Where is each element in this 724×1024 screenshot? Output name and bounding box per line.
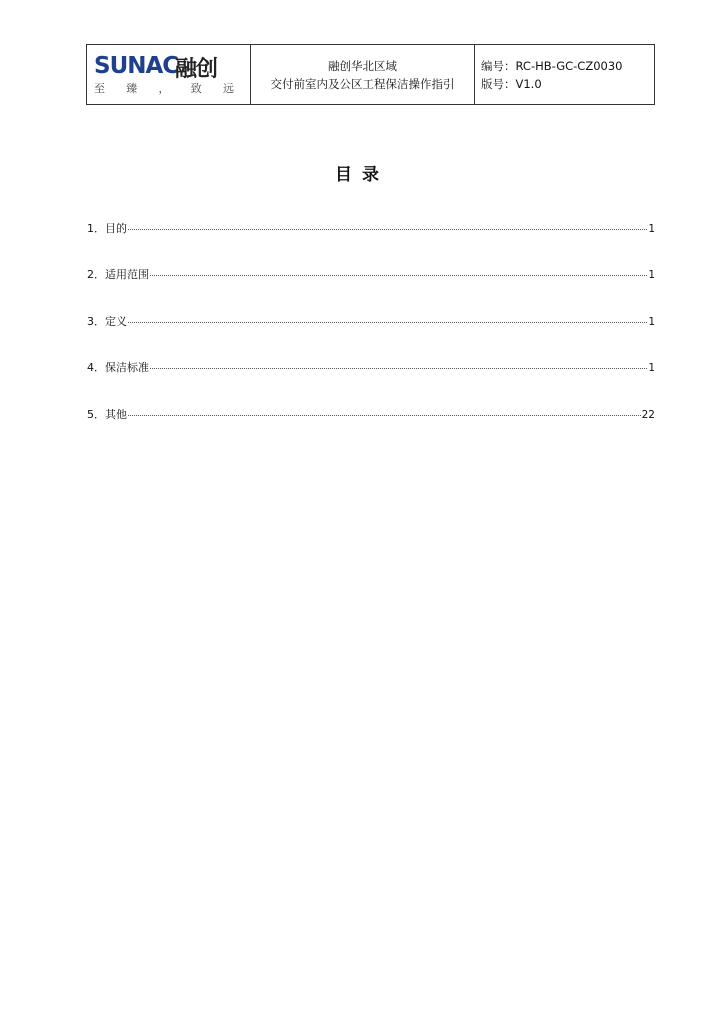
toc-item-label: 1．目的	[87, 222, 127, 235]
slogan-char: ，	[158, 82, 170, 95]
toc-item[interactable]	[87, 266, 655, 282]
toc-item[interactable]	[87, 313, 655, 329]
document-header	[86, 44, 655, 105]
toc-item[interactable]	[87, 359, 655, 375]
slogan-char: 致	[190, 82, 202, 95]
toc-item-page: 1	[648, 223, 655, 235]
slogan	[94, 80, 234, 96]
sunac-logo-cn: 融创	[175, 57, 218, 82]
org-name: 融创华北区域	[328, 58, 397, 73]
title-cell	[251, 45, 475, 104]
toc-item-page: 1	[648, 316, 655, 328]
toc-item[interactable]	[87, 406, 655, 422]
toc-item-page: 1	[648, 269, 655, 281]
toc-item-page: 22	[641, 409, 655, 421]
toc-item[interactable]	[87, 220, 655, 236]
toc-item-label: 4．保洁标准	[87, 361, 149, 374]
doc-code: 编号：RC-HB-GC-CZ0030	[481, 58, 623, 73]
toc-leader-dots	[150, 275, 647, 276]
toc-leader-dots	[128, 229, 647, 230]
toc-item-label: 2．适用范围	[87, 268, 149, 281]
toc-item-label: 5．其他	[87, 408, 127, 421]
logo-cell	[87, 45, 251, 104]
toc-leader-dots	[128, 322, 647, 323]
toc-title: 目录	[335, 165, 389, 185]
toc-item-page: 1	[648, 362, 655, 374]
slogan-char: 臻	[126, 82, 138, 95]
doc-title: 交付前室内及公区工程保洁操作指引	[270, 76, 455, 91]
slogan-char: 至	[94, 82, 105, 95]
sunac-logo: SUNAC	[94, 53, 179, 79]
toc-leader-dots	[150, 368, 647, 369]
doc-version: 版号：V1.0	[481, 76, 542, 91]
code-cell	[475, 45, 654, 104]
toc-leader-dots	[128, 415, 641, 416]
slogan-char: 远	[223, 82, 234, 95]
toc-item-label: 3．定义	[87, 315, 127, 328]
